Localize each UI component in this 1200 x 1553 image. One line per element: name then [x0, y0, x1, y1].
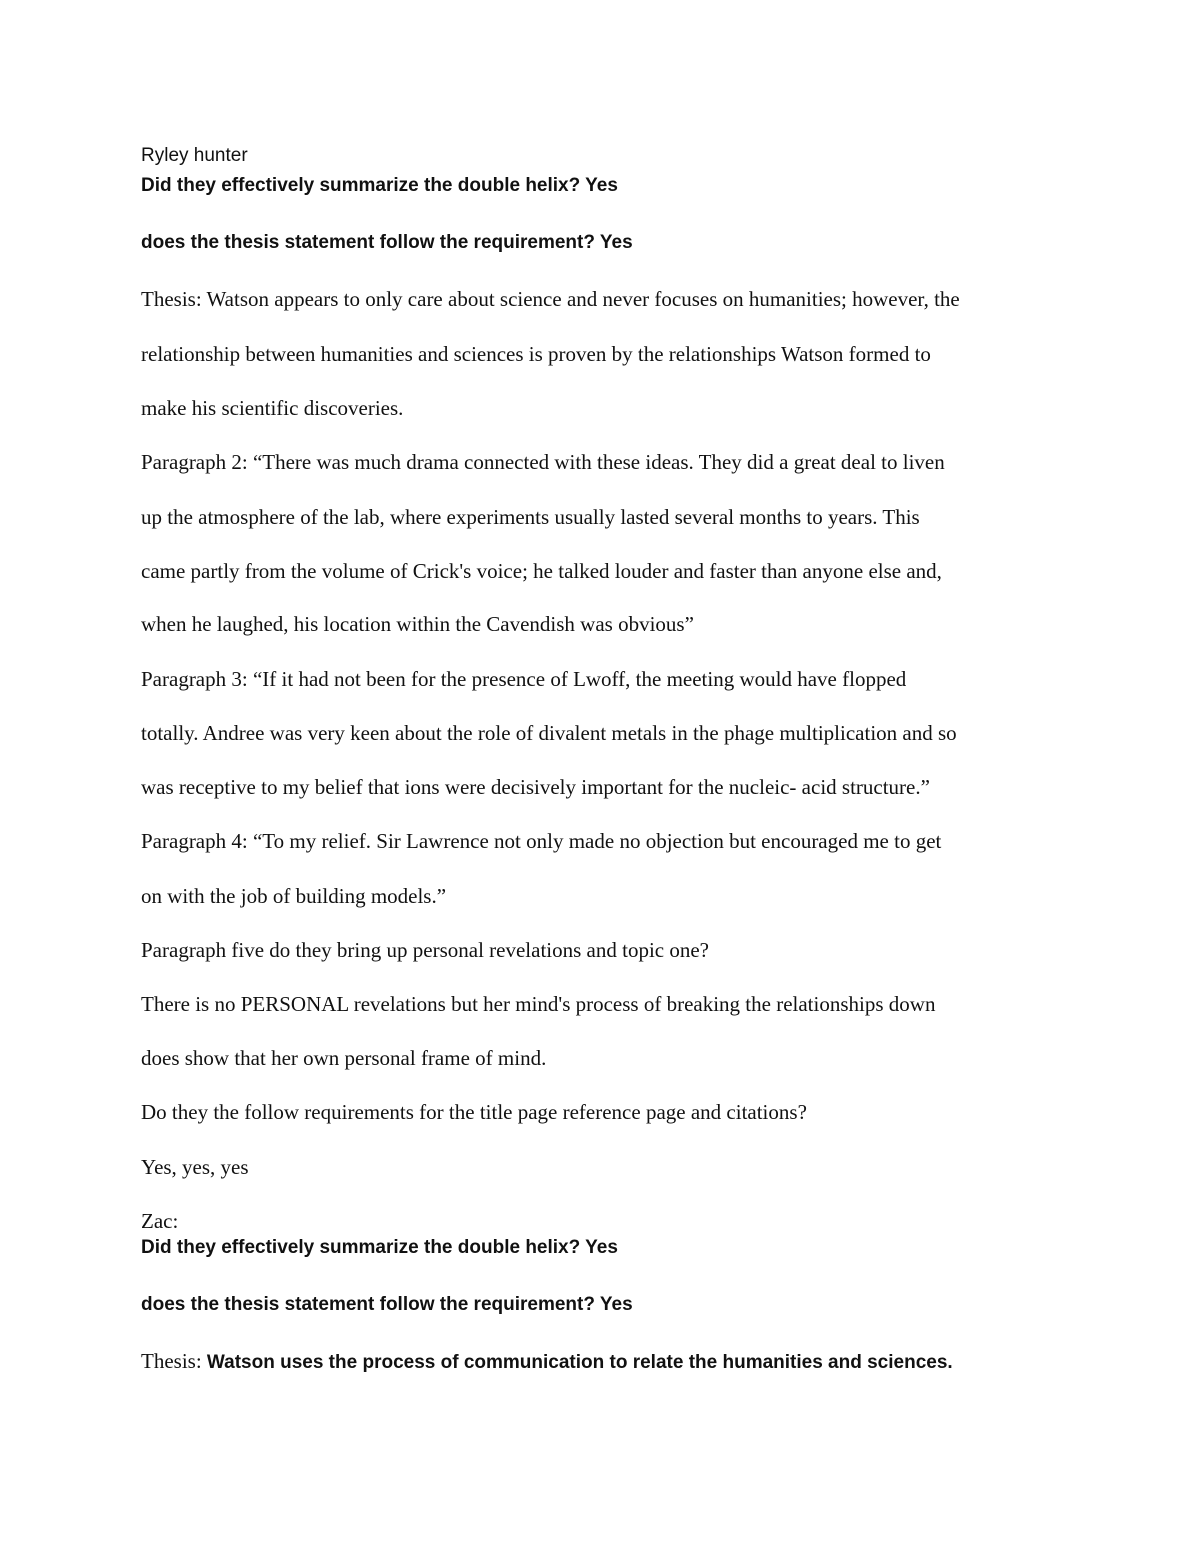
paragraph5-answer-line: does show that her own personal frame of mind.	[141, 1046, 547, 1070]
question-thesis: does the thesis statement follow the requirement? Yes	[141, 232, 633, 253]
thesis-line: Thesis: Watson appears to only care about science and never focuses on humanities; however, the	[141, 287, 960, 311]
question-summary: Did they effectively summarize the double helix? Yes	[141, 1237, 618, 1258]
paragraph4-line: Paragraph 4: “To my relief. Sir Lawrence not only made no objection but encouraged me to get	[141, 829, 942, 853]
paragraph4-line: on with the job of building models.”	[141, 884, 447, 908]
paragraph3-line: Paragraph 3: “If it had not been for the presence of Lwoff, the meeting would have flopped	[141, 667, 907, 691]
question-summary: Did they effectively summarize the double helix? Yes	[141, 175, 618, 196]
thesis-line: make his scientific discoveries.	[141, 396, 404, 420]
requirements-question: Do they the follow requirements for the title page reference page and citations?	[141, 1100, 807, 1124]
paragraph5-question: Paragraph five do they bring up personal revelations and topic one?	[141, 938, 709, 962]
paragraph2-line: up the atmosphere of the lab, where experiments usually lasted several months to years. This	[141, 505, 920, 529]
thesis-prefix: Thesis:	[141, 1349, 207, 1373]
thesis-line: relationship between humanities and sciences is proven by the relationships Watson formed to	[141, 342, 931, 366]
thesis-text: Watson uses the process of communication to relate the humanities and sciences.	[206, 1352, 953, 1373]
paragraph2-line: Paragraph 2: “There was much drama connected with these ideas. They did a great deal to liven	[141, 450, 945, 474]
paragraph2-line: when he laughed, his location within the Cavendish was obvious”	[141, 612, 694, 636]
question-thesis: does the thesis statement follow the requirement? Yes	[141, 1294, 633, 1315]
thesis-line	[141, 1351, 953, 1372]
paragraph3-line: totally. Andree was very keen about the role of divalent metals in the phage multiplication and so	[141, 721, 957, 745]
reviewer-name: Ryley hunter	[141, 145, 248, 166]
paragraph2-line: came partly from the volume of Crick's voice; he talked louder and faster than anyone else and,	[141, 559, 942, 583]
paragraph3-line: was receptive to my belief that ions were decisively important for the nucleic- acid structure.”	[141, 775, 930, 799]
paragraph5-answer-line: There is no PERSONAL revelations but her mind's process of breaking the relationships down	[141, 992, 936, 1016]
requirements-answer: Yes, yes, yes	[141, 1155, 249, 1179]
reviewer-name: Zac:	[141, 1209, 179, 1233]
